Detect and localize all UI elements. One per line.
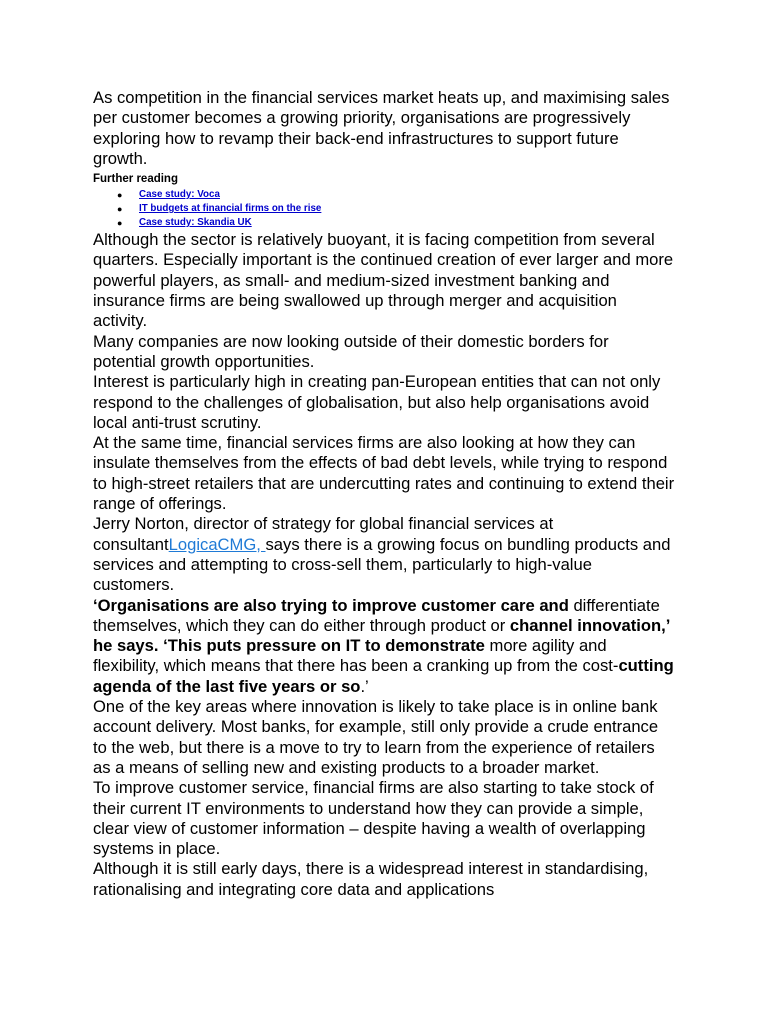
quote-text-6: .’	[360, 676, 369, 696]
quote-text-4: more agility and flexibility, which means that there has been a cranking up from the cost-	[93, 636, 619, 676]
further-reading-item	[93, 188, 675, 202]
bullet-icon: ●	[117, 218, 123, 229]
norton-text-start: Jerry Norton, director of strategy for global financial services at consultant	[93, 514, 554, 554]
link-case-study-skandia[interactable]: Case study: Skandia UK	[139, 217, 252, 229]
quote-text-2: differentiate themselves, which they can do either through product or	[93, 595, 660, 635]
paragraph-bad-debt: At the same time, financial services firms are also looking at how they can insulate themselves from the effects of bad debt levels, while trying to respond to high-street retailers that are undercutting rates and continuing to extend their range of offerings.	[93, 433, 675, 514]
bullet-icon: ●	[117, 190, 123, 201]
paragraph-online-banking: One of the key areas where innovation is likely to take place is in online bank account delivery. Most banks, for example, still only provide a crude entrance to the web, but there is a move to try to learn from the experience of retailers as a means of selling new and existing products to a broader market.	[93, 697, 659, 777]
intro-paragraph: As competition in the financial services market heats up, and maximising sales per customer becomes a growing priority, organisations are progressively exploring how to revamp their back-end infrastructures to support future growth.	[93, 88, 670, 168]
paragraph-domestic-borders: Many companies are now looking outside of their domestic borders for potential growth opportunities.	[93, 331, 609, 371]
further-reading-list	[93, 188, 675, 230]
document-page	[93, 88, 675, 900]
quote-bold-3: channel innovation,’ he says. ‘This puts pressure on IT to demonstrate	[93, 615, 670, 656]
further-reading-heading: Further reading	[93, 173, 178, 186]
logicacmg-link[interactable]: LogicaCMG,	[168, 534, 266, 554]
paragraph-customer-service: To improve customer service, financial firms are also starting to take stock of their current IT environments to understand how they can provide a simple, clear view of customer information – despite having a wealth of overlapping systems in place.	[93, 778, 654, 859]
bullet-icon: ●	[117, 204, 123, 215]
paragraph-quote	[93, 596, 675, 697]
paragraph-sector: Although the sector is relatively buoyant, it is facing competition from several quarters. Especially important is the continued creation of ever larger and more powerful players, as small- and medium-sized investment banking and insurance firms are being swallowed up through merger and acquisition activity.	[93, 230, 674, 331]
link-case-study-voca[interactable]: Case study: Voca	[139, 189, 220, 201]
further-reading-item	[93, 202, 675, 216]
quote-bold-5: cutting agenda of the last five years or so	[93, 656, 674, 696]
paragraph-pan-european: Interest is particularly high in creating pan-European entities that can not only respond to the challenges of globalisation, but also help organisations avoid local anti-trust scrutiny.	[93, 372, 661, 432]
further-reading-item	[93, 216, 675, 230]
link-it-budgets[interactable]: IT budgets at financial firms on the rise	[139, 203, 322, 215]
paragraph-early-days: Although it is still early days, there is a widespread interest in standardising, rationalising and integrating core data and applications	[93, 859, 649, 899]
norton-text-end: says there is a growing focus on bundling products and services and attempting to cross-sell them, particularly to high-value customers.	[93, 534, 671, 595]
paragraph-jerry-norton	[93, 514, 675, 595]
quote-bold-1: ‘Organisations are also trying to improve customer care and	[93, 595, 569, 615]
